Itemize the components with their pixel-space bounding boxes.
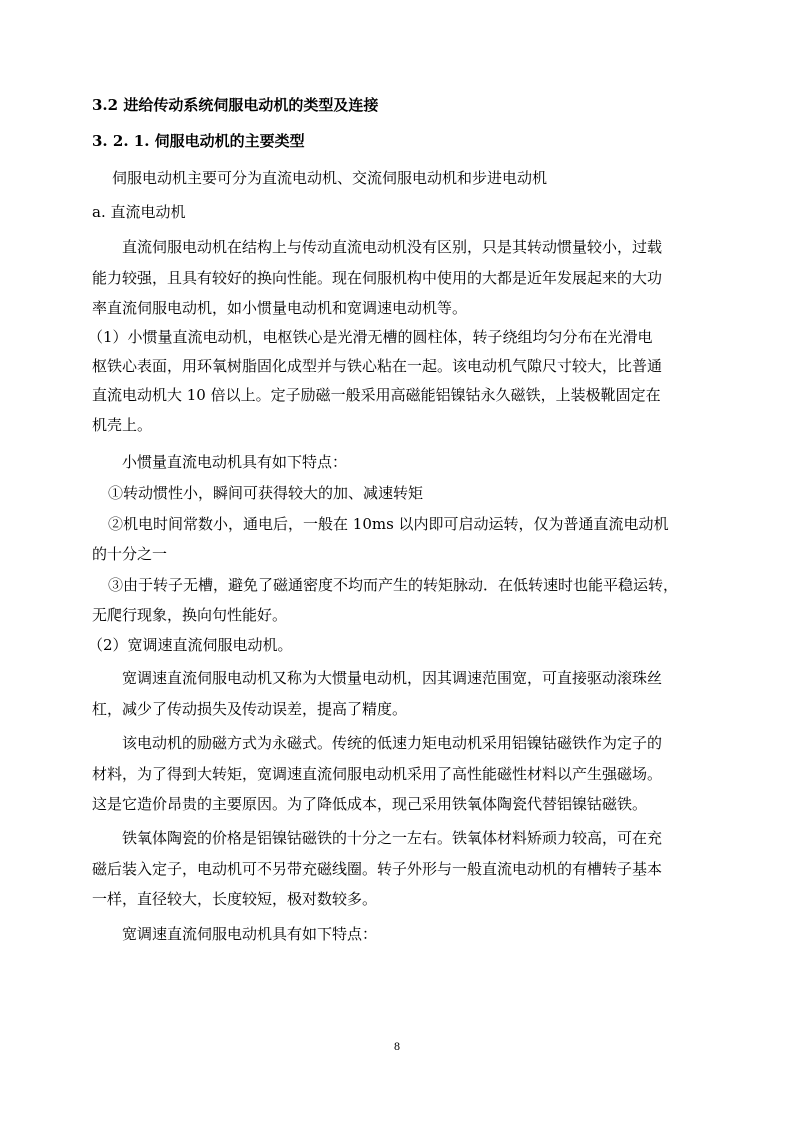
page-number: 8 <box>394 1039 400 1053</box>
text-line: 铁氧体陶瓷的价格是铝镍钴磁铁的十分之一左右。铁氧体材料矫顽力较高，可在充 <box>122 829 663 847</box>
text-line: 杠，减少了传动损失及传动误差，提高了精度。 <box>92 700 408 718</box>
text-line: 无爬行现象，换向句性能好。 <box>92 606 288 624</box>
text-line: 能力较强，且具有较好的换向性能。现在伺服机构中使用的大都是近年发展起来的大功 <box>92 269 663 287</box>
text-line: 宽调速直流伺服电动机又称为大惯量电动机，因其调速范围宽，可直接驱动滚珠丝 <box>122 669 663 687</box>
text-line: 这是它造价昂贵的主要原因。为了降低成本，现己采用铁氧体陶瓷代替铝镍钴磁铁。 <box>92 795 648 813</box>
text-line: a. 直流电动机 <box>92 203 186 221</box>
text-line: 该电动机的励磁方式为永磁式。传统的低速力矩电动机采用铝镍钴磁铁作为定子的 <box>122 734 663 752</box>
subsection-heading: 3. 2. 1. 伺服电动机的主要类型 <box>92 132 305 150</box>
text-line: 伺服电动机主要可分为直流电动机、交流伺服电动机和步进电动机 <box>112 169 548 187</box>
text-line: 直流伺服电动机在结构上与传动直流电动机没有区别，只是其转动惯量较小，过载 <box>122 238 663 256</box>
text-line: 率直流伺服电动机，如小惯量电动机和宽调速电动机等。 <box>92 299 468 317</box>
text-line: ③由于转子无槽，避免了磁通密度不均而产生的转矩脉动．在低转速时也能平稳运转， <box>108 576 679 594</box>
section-heading: 3.2 进给传动系统伺服电动机的类型及连接 <box>92 96 379 114</box>
text-line: 的十分之一 <box>92 545 168 563</box>
text-line: 机壳上。 <box>92 416 153 434</box>
text-line: 一样，直径较大，长度较短，极对数较多。 <box>92 890 378 908</box>
text-line: ①转动惯性小，瞬间可获得较大的加、减速转矩 <box>108 484 424 502</box>
text-line: 材料，为了得到大转矩，宽调速直流伺服电动机采用了高性能磁性材料以产生强磁场。 <box>92 765 663 783</box>
text-line: 小惯量直流电动机具有如下特点： <box>122 453 348 471</box>
text-line: （2）宽调速直流伺服电动机。 <box>88 636 293 654</box>
text-line: ②机电时间常数小，通电后，一般在 10ms 以内即可启动运转，仅为普通直流电动机 <box>108 515 669 533</box>
text-line: 枢铁心表面，用环氧树脂固化成型并与铁心粘在一起。该电动机气隙尺寸较大，比普通 <box>92 357 663 375</box>
text-line: 磁后装入定子，电动机可不另带充磁线圈。转子外形与一般直流电动机的有槽转子基本 <box>92 860 663 878</box>
text-line: 直流电动机大 10 倍以上。定子励磁一般采用高磁能铝镍钴永久磁铁，上装极靴固定在 <box>92 386 661 404</box>
text-line: 宽调速直流伺服电动机具有如下特点： <box>122 925 378 943</box>
text-line: （1）小惯量直流电动机，电枢铁心是光滑无槽的圆柱体，转子绕组均匀分布在光滑电 <box>88 328 653 346</box>
